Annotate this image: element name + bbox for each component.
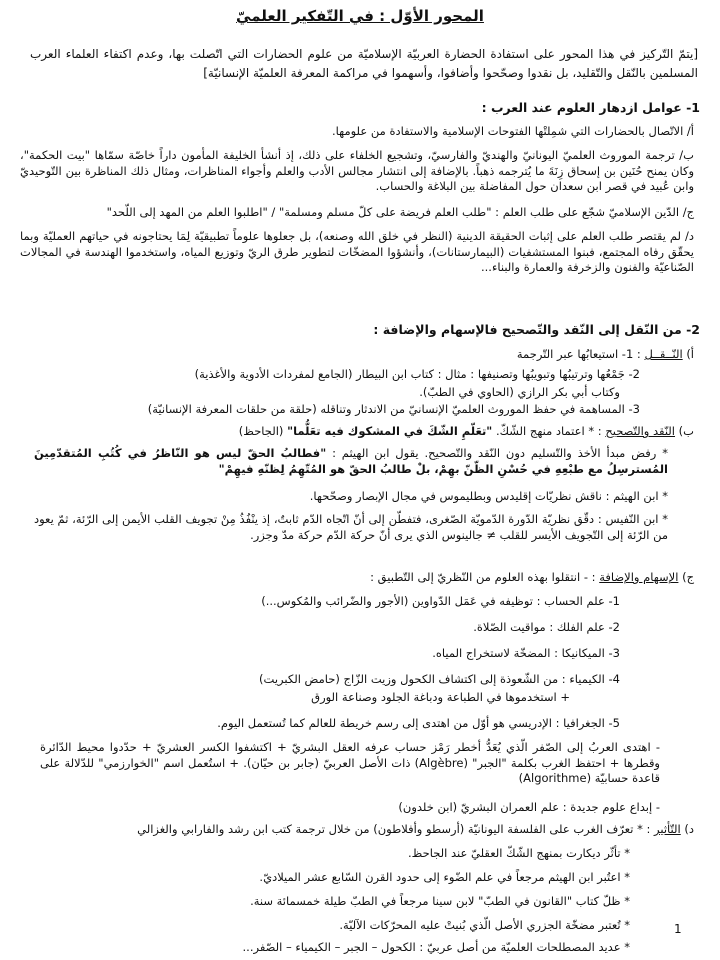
s2-c-row [20,570,694,586]
s2-b-quote: "تعَلّمِ الشّكَ في المشكوك فيه تعَلُّما" [287,424,493,438]
s2-c-item6: - اهتدى العربُ إلى الصّفر الّذي يُعَدُّ أخطر رَمْز حساب عرفه العقل البشريّ + اكتشفوا الكسر العشريّ + حدّدوا محيط الدّائرة وقطرها + احتفظ الغرب بكلمة "الجبر" (Algèbre) ذات الأصل العربيّ (جابر بن حيّان). + استُعمل اسم "الخوارزمي" للدّلالة على قاعدة حسابيّة (Algorithme) [40,740,660,786]
s2-b-label: ب) [678,424,694,438]
s2-c-item7: - إبداع علوم جديدة : علم العمران البشريّ (ابن خلدون) [398,800,660,814]
s2-b-text: : * اعتماد منهج الشّكّ. [495,424,602,438]
intro-paragraph: [يتمّ التّركيز في هذا المحور على استفادة الحضارة العربيّة الإسلاميّة من علوم الحضارات التي اتّصلت بها، وعدم اكتفاء العلماء العرب المسلمين بالنّقل والتّقليد، بل نقدوا وصحّحوا وأضافوا، وأسهموا في مراكمة المعرفة العلميّة الإنسانيّة] [30,47,698,80]
s2-d-item5: * عديد المصطلحات العلميّة من أصل عربيّ : الكحول – الجبر – الكيمياء – الصّفر... [242,940,630,954]
s2-a-line2: 2- جَمْعُها وترتيبُها وتبويبُها وتصنيفها : مثال : كتاب ابن البيطار (الجامع لمفردات الأدوية والأغذية) [194,367,640,381]
section-2-heading: 2- من النّقل إلى النّقد والتّصحيح فالإسهام والإضافة : [373,322,700,337]
s2-a-title: النّــقــل [644,347,683,361]
s2-b-item1-quote: "فطالبُ الحقّ ليس هو النّاظرُ في كُتُبِ المُتقدّمِينَ المُسترسِلُ مع طبْعِهِ في حُسْنِ الظّنّ بهِمْ، بلْ طالبُ الحقّ هو المُتّهِمُ لِظنّهِ فيهِمْ" [34,446,668,476]
s2-c-label: ج) [682,570,694,584]
s2-c-text: : - انتقلوا بهذه العلوم من النّظريّ إلى التّطبيق : [370,570,596,584]
s2-a-line2b: وكتاب أبي بكر الرازي (الحاوي في الطبّ). [419,385,620,399]
s2-c-item3: 3- الميكانيكا : المضخّة لاستخراج المياه. [432,646,620,660]
s2-d-label: د) [684,822,694,836]
s2-c-item1: 1- علم الحساب : توظيفه في عَمَل الدّواوين (الأجور والضّرائب والمُكوس...) [261,594,620,608]
s2-b-item1 [34,446,668,477]
s2-a-label: أ) [686,347,694,361]
s1-item-d: د/ لم يقتصر طلب العلم على إثبات الحقيقة الدينية (النظر في خلق الله وصنعه)، بل جعلوها علوماً تطبيقيّة لِمَا يحتاجونه في حياتهم العمليّة وبما يحقّق رفاه المجتمع، فبنوا المستشفيات (البيمارستانات)، وأنشؤوا المضخّات لتطوير طرق الريّ وتوزيع المياه، واستخدموا الهندسة في المجالات الصّناعيّة والفنون والزخرفة والعمارة والبناء... [20,229,694,275]
s2-d-text: : * تعرّف الغرب على الفلسفة اليونانيّة (أرسطو وأفلاطون) من خلال ترجمة كتب ابن رشد والفارابي والغزالي [137,822,651,836]
s2-d-title: التّأثير [654,822,681,836]
s2-b-row [20,424,694,440]
page-number: 1 [674,922,682,936]
s2-b-item1-text: * رفض مبدأ الأخذ والتّسليم دون النّقد والتّصحيح. يقول ابن الهيثم : [332,446,668,460]
s2-d-item1: * تأثّر ديكارت بمنهج الشّكّ العقليّ عند الجاحظ. [408,846,630,860]
s2-d-row [20,822,694,838]
s2-d-item2: * اعتُبر ابن الهيثم مرجعاً في علم الضّوء إلى حدود القرن السّابع عشر الميلاديّ. [259,870,630,884]
s2-c-item2: 2- علم الفلك : مواقيت الصّلاة. [473,620,620,634]
s2-b-item3: * ابن النّفيس : دقّق نظريّة الدّورة الدّمويّة الصّغرى، فتفطّن إلى أنّ اتّجاه الدّم ثابتٌ، إذ ينْفُذُ مِنْ تجويف القلب الأيمن إلى الرّئة، ثمّ يعود من الرّئة إلى التّجويف الأيسر للقلب ≠ جالينوس الذي يرى أنّ حركة الدّم حركة مدّ وجزر. [34,512,668,542]
s2-b-title: النّقد والتّصحيح [605,424,676,438]
page-title: المحور الأوّل : في التّفكير العلميّ [236,7,484,25]
s2-d-item4: * تُعتبر مضخّة الجزري الأصل الّذي بُنيتْ عليه المحرّكات الآليّة. [339,918,630,932]
s2-a-line3: 3- المساهمة في حفظ الموروث العلميّ الإنسانيّ من الاندثار وتناقله (حلقة من حلقات المعرفة الإنسانيّة) [147,402,640,416]
s1-item-c: ج/ الدّين الإسلاميّ شجّع على طلب العلم : "طلب العلم فريضة على كلّ مسلم ومسلمة" / "اطلبوا العلم من المهد إلى اللّحد" [106,205,694,219]
s2-c-item4b: + استخدموها في الطباعة ودباغة الجلود وصناعة الورق [311,690,570,704]
section-1-heading: 1- عوامل ازدهار العلوم عند العرب : [481,100,700,115]
s2-c-item5: 5- الجغرافيا : الإدريسي هو أوّل من اهتدى إلى رسم خريطة للعالم كما تُستعمل اليوم. [217,716,620,730]
s2-c-item4: 4- الكيمياء : من الشّعوذة إلى اكتشاف الكحول وزيت الزّاج (حامض الكبريت) [259,672,620,686]
s2-a-row [20,347,694,363]
s2-a-line1: : 1- استيعابُها عبر التّرجمة [516,347,641,361]
s2-c-title: الإسهام والإضافة [599,570,679,584]
s2-d-item3: * ظلّ كتاب "القانون في الطبّ" لابن سينا مرجعاً في الطبّ طيلة خمسمائة سنة. [250,894,630,908]
s1-item-b: ب/ ترجمة الموروث العلميّ اليونانيّ والهنديّ والفارسيّ، وتشجيع الخلفاء على ذلك، إذ أنشأ الخليفة المأمون داراً خاصّة سمّاها "بيت الحكمة"، وكان يمنح حُنَين بن إسحاق زِنَةَ ما يُترجمه ذهباً. بالإضافة إلى انتشار مجالس الأدب والعلم وأجواء المناظرات، ومثال ذلك المناظرة بين التّوحيديّ وابن عُبيد في قصر ابن سعدان حول المفاضلة بين البلاغة والحساب. [20,148,694,194]
s2-b-item2: * ابن الهيثم : ناقش نظريّات إقليدس وبطليموس في مجال الإبصار وصحّحها. [309,489,668,503]
s2-b-source: (الجاحظ) [238,424,284,438]
s1-item-a: أ/ الاتّصال بالحضارات التي شمِلتْها الفتوحات الإسلامية والاستفادة من علومها. [332,124,694,138]
